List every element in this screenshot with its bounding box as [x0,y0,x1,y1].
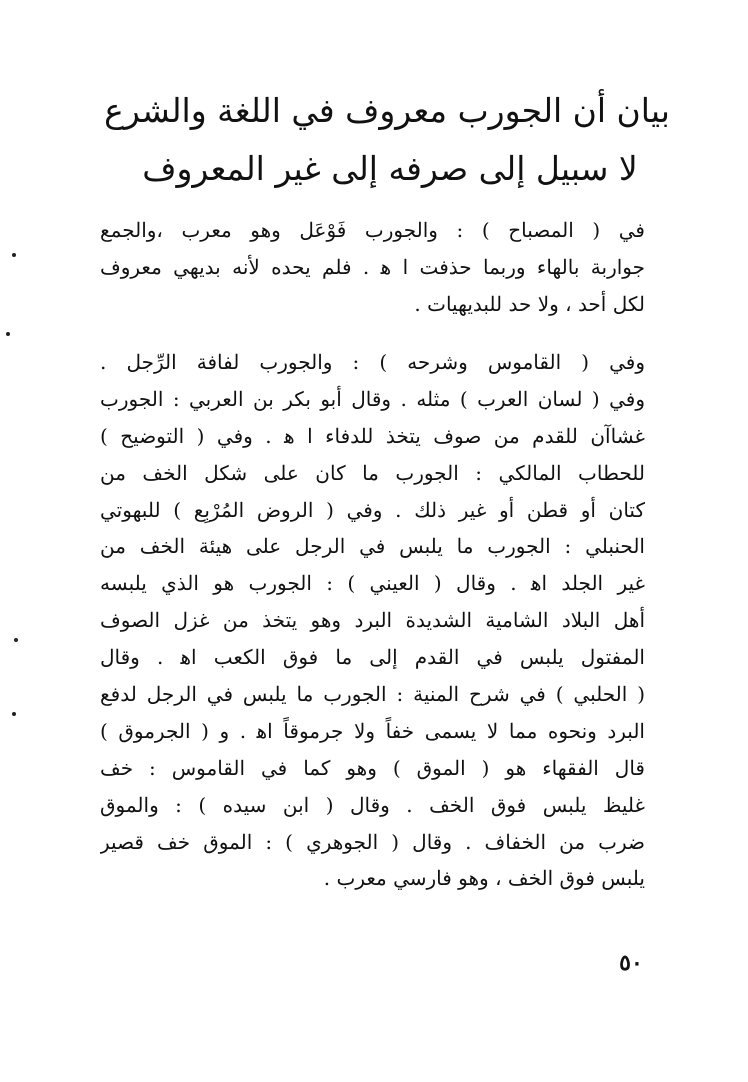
text-line: البرد ونحوه مما لا يسمى خفاً ولا جرموقاً اﻫ . و ( الجرموق ) [100,718,645,743]
margin-speck [12,712,16,716]
text-line: قال الفقهاء هو ( الموق ) وهو كما في القاموس : خف [100,755,645,780]
text-line: غشاآن للقدم من صوف يتخذ للدفاء ا ﻫ . وفي ( التوضيح ) [100,423,645,448]
text-line: كتان أو قطن أو غير ذلك . وفي ( الروض المُرْبِع ) للبهوتي [100,497,645,522]
text-line: يلبس فوق الخف ، وهو فارسي معرب . [323,866,645,891]
margin-speck [6,332,10,336]
text-line: للحطاب المالكي : الجورب ما كان على شكل الخف من [100,460,645,485]
text-line: ضرب من الخفاف . وقال ( الجوهري ) : الموق خف قصير [100,829,645,854]
heading-line-2: لا سبيل إلى صرفه إلى غير المعروف [142,149,638,188]
text-line: غليظ يلبس فوق الخف . وقال ( ابن سيده ) : والموق [100,792,645,817]
chapter-heading [104,82,670,198]
text-line: الحنبلي : الجورب ما يلبس في الرجل على هيئة الخف من [100,534,645,559]
heading-line-1: بيان أن الجورب معروف في اللغة والشرع [104,91,670,130]
text-line: لكل أحد ، ولا حد للبديهيات . [414,291,645,316]
text-line: جواربة بالهاء وربما حذفت ا ﻫ . فلم يحده لأنه بديهي معروف [100,254,645,279]
text-line: ( الحلبي ) في شرح المنية : الجورب ما يلبس في الرجل لدفع [100,682,645,707]
text-line: وفي ( لسان العرب ) مثله . وقال أبو بكر بن العربي : الجورب [100,386,645,411]
text-line: المفتول يلبس في القدم إلى ما فوق الكعب اﻫ . وقال [100,645,645,670]
margin-speck [14,638,18,642]
margin-speck [12,253,16,257]
text-line: في ( المصباح ) : والجورب فَوْعَل وهو معرب ،والجمع [100,218,645,242]
text-line: أهل البلاد الشامية الشديدة البرد وهو يتخذ من غزل الصوف [100,608,645,633]
text-line: وفي ( القاموس وشرحه ) : والجورب لفافة الرِّجل . [100,350,645,374]
page-number: ٥٠ [619,950,643,976]
paragraph-1 [100,212,645,323]
paragraph-2 [100,344,645,897]
text-line: غير الجلد اﻫ . وقال ( العيني ) : الجورب هو الذي يلبسه [100,571,645,596]
